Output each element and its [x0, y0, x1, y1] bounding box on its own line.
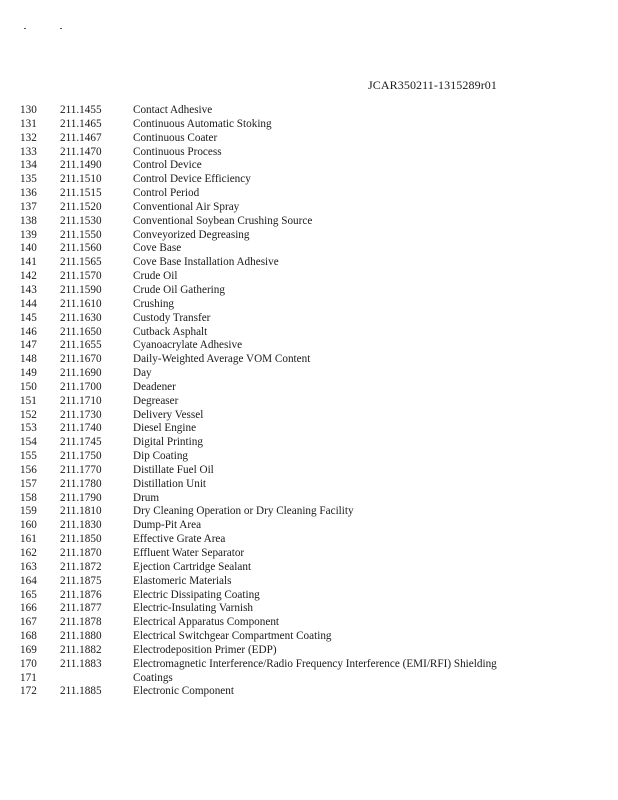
- list-item: [0, 381, 618, 395]
- defined-term: Deadener: [133, 380, 176, 393]
- line-number: 157: [20, 477, 37, 490]
- section-number: 211.1550: [60, 228, 102, 241]
- section-number: 211.1870: [60, 547, 102, 559]
- section-number: 211.1510: [60, 173, 102, 186]
- section-number: 211.1872: [60, 560, 102, 573]
- section-number: 211.1877: [60, 602, 102, 615]
- section-number: 211.1810: [60, 505, 102, 518]
- section-number: 211.1650: [60, 325, 102, 338]
- line-number: 138: [20, 214, 37, 227]
- defined-term: Control Period: [133, 187, 200, 200]
- section-number: 211.1655: [60, 339, 102, 352]
- line-number: 134: [20, 159, 37, 172]
- list-item: [0, 644, 618, 658]
- line-number: 171: [20, 671, 37, 684]
- line-number: 135: [20, 173, 37, 186]
- section-number: 211.1690: [60, 367, 102, 380]
- defined-term: Electric-Insulating Varnish: [133, 602, 254, 615]
- list-item: [0, 533, 618, 547]
- defined-term: Delivery Vessel: [133, 408, 204, 421]
- line-number: 158: [20, 491, 37, 504]
- defined-term: Control Device: [133, 159, 202, 172]
- defined-term: Cove Base: [133, 242, 182, 255]
- list-item: [0, 284, 618, 298]
- section-number: 211.1878: [60, 616, 102, 629]
- line-number: 168: [20, 630, 37, 643]
- defined-term: Daily-Weighted Average VOM Content: [133, 353, 311, 366]
- section-number: 211.1630: [60, 311, 102, 324]
- list-item: [0, 256, 618, 270]
- section-number: 211.1530: [60, 214, 102, 227]
- list-item: [0, 505, 618, 519]
- scan-speck-right: [60, 28, 62, 29]
- defined-term: Diesel Engine: [133, 422, 197, 435]
- defined-term: Degreaser: [133, 394, 179, 407]
- line-number: 140: [20, 242, 37, 255]
- defined-term: Effluent Water Separator: [133, 547, 245, 559]
- defined-term: Control Device Efficiency: [133, 173, 251, 186]
- defined-term: Day: [133, 367, 152, 380]
- defined-term: Dip Coating: [133, 450, 189, 463]
- line-number: 143: [20, 283, 37, 296]
- list-item: [0, 561, 618, 575]
- defined-term: Conventional Air Spray: [133, 200, 240, 213]
- list-item: [0, 630, 618, 644]
- line-number: 163: [20, 560, 37, 573]
- section-number: 211.1876: [60, 588, 102, 601]
- section-number: 211.1880: [60, 630, 102, 643]
- list-item: [0, 589, 618, 603]
- section-number: 211.1455: [60, 104, 102, 116]
- section-number: 211.1780: [60, 477, 102, 490]
- defined-term: Electric Dissipating Coating: [133, 588, 260, 601]
- section-number: 211.1730: [60, 408, 102, 421]
- defined-term: Cove Base Installation Adhesive: [133, 256, 279, 269]
- list-item: [0, 685, 618, 699]
- line-number: 165: [20, 588, 37, 601]
- section-number: 211.1520: [60, 200, 102, 213]
- list-item: [0, 658, 618, 672]
- section-number: 211.1670: [60, 353, 102, 366]
- section-number: 211.1883: [60, 657, 102, 670]
- line-number: 156: [20, 463, 37, 476]
- section-number: 211.1560: [60, 242, 102, 255]
- line-number: 170: [20, 657, 37, 670]
- line-number: 142: [20, 270, 37, 283]
- list-item: [0, 312, 618, 326]
- line-number: 153: [20, 422, 37, 435]
- line-number: 159: [20, 505, 37, 518]
- section-number: 211.1610: [60, 297, 102, 310]
- list-item: [0, 104, 618, 118]
- section-number: 211.1750: [60, 450, 102, 463]
- defined-term: Effective Grate Area: [133, 533, 226, 546]
- document-id: JCAR350211-1315289r01: [368, 78, 497, 92]
- defined-term: Cutback Asphalt: [133, 325, 208, 338]
- line-number: 145: [20, 311, 37, 324]
- line-number: 147: [20, 339, 37, 352]
- list-item: [0, 547, 618, 561]
- line-number: 130: [20, 104, 37, 116]
- list-item: [0, 395, 618, 409]
- line-number: 133: [20, 145, 37, 158]
- defined-term: Contact Adhesive: [133, 104, 213, 116]
- line-number: 172: [20, 685, 37, 698]
- line-number: 151: [20, 394, 37, 407]
- list-item: [0, 118, 618, 132]
- defined-term: Custody Transfer: [133, 311, 211, 324]
- defined-term: Distillation Unit: [133, 477, 207, 490]
- list-item: [0, 450, 618, 464]
- defined-term: Cyanoacrylate Adhesive: [133, 339, 243, 352]
- defined-term: Drum: [133, 491, 160, 504]
- list-item: [0, 519, 618, 533]
- section-number: 211.1745: [60, 436, 102, 449]
- section-number: 211.1700: [60, 380, 102, 393]
- line-number: 149: [20, 367, 37, 380]
- list-item: [0, 575, 618, 589]
- defined-term: Digital Printing: [133, 436, 203, 449]
- list-item: [0, 187, 618, 201]
- list-item: [0, 409, 618, 423]
- section-number: 211.1882: [60, 643, 102, 656]
- list-item: [0, 478, 618, 492]
- section-number: 211.1490: [60, 159, 102, 172]
- definitions-list: [0, 104, 618, 699]
- scan-speck-left: [24, 28, 26, 29]
- defined-term: Distillate Fuel Oil: [133, 463, 214, 476]
- line-number: 150: [20, 380, 37, 393]
- list-item: [0, 353, 618, 367]
- list-item: [0, 672, 618, 686]
- line-number: 161: [20, 533, 37, 546]
- line-number: 131: [20, 117, 37, 130]
- list-item: [0, 146, 618, 160]
- section-number: 211.1790: [60, 491, 102, 504]
- line-number: 137: [20, 200, 37, 213]
- list-item: [0, 270, 618, 284]
- list-item: [0, 215, 618, 229]
- defined-term: Crushing: [133, 297, 175, 310]
- section-number: 211.1470: [60, 145, 102, 158]
- defined-term: Electronic Component: [133, 685, 234, 698]
- defined-term: Crude Oil: [133, 270, 178, 283]
- defined-term: Continuous Process: [133, 145, 222, 158]
- section-number: 211.1875: [60, 574, 102, 587]
- line-number: 132: [20, 131, 37, 144]
- defined-term: Dump-Pit Area: [133, 519, 202, 532]
- line-number: 136: [20, 187, 37, 200]
- line-number: 169: [20, 643, 37, 656]
- section-number: 211.1740: [60, 422, 102, 435]
- list-item: [0, 201, 618, 215]
- list-item: [0, 422, 618, 436]
- defined-term: Dry Cleaning Operation or Dry Cleaning Facility: [133, 505, 354, 518]
- line-number: 144: [20, 297, 37, 310]
- section-number: 211.1850: [60, 533, 102, 546]
- defined-term: Continuous Coater: [133, 131, 218, 144]
- section-number: 211.1515: [60, 187, 102, 200]
- section-number: 211.1710: [60, 394, 102, 407]
- section-number: 211.1570: [60, 270, 102, 283]
- list-item: [0, 602, 618, 616]
- line-number: 148: [20, 353, 37, 366]
- section-number: 211.1467: [60, 131, 102, 144]
- list-item: [0, 242, 618, 256]
- section-number: 211.1830: [60, 519, 102, 532]
- defined-term: Conventional Soybean Crushing Source: [133, 214, 313, 227]
- section-number: 211.1590: [60, 283, 102, 296]
- defined-term: Electrical Switchgear Compartment Coating: [133, 630, 332, 643]
- line-number: 155: [20, 450, 37, 463]
- defined-term: Elastomeric Materials: [133, 574, 232, 587]
- line-number: 164: [20, 574, 37, 587]
- list-item: [0, 492, 618, 506]
- list-item: [0, 367, 618, 381]
- line-number: 162: [20, 547, 37, 559]
- defined-term: Ejection Cartridge Sealant: [133, 560, 252, 573]
- line-number: 167: [20, 616, 37, 629]
- defined-term: Continuous Automatic Stoking: [133, 117, 272, 130]
- list-item: [0, 326, 618, 340]
- list-item: [0, 436, 618, 450]
- line-number: 141: [20, 256, 37, 269]
- defined-term: Coatings: [133, 671, 173, 684]
- line-number: 160: [20, 519, 37, 532]
- line-number: 166: [20, 602, 37, 615]
- section-number: 211.1770: [60, 463, 102, 476]
- line-number: 139: [20, 228, 37, 241]
- section-number: 211.1565: [60, 256, 102, 269]
- line-number: 154: [20, 436, 37, 449]
- line-number: 152: [20, 408, 37, 421]
- list-item: [0, 464, 618, 478]
- defined-term: Crude Oil Gathering: [133, 283, 225, 296]
- list-item: [0, 159, 618, 173]
- section-number: 211.1465: [60, 117, 102, 130]
- defined-term: Conveyorized Degreasing: [133, 228, 250, 241]
- line-number: 146: [20, 325, 37, 338]
- defined-term: Electromagnetic Interference/Radio Frequency Interference (EMI/RFI) Shielding: [133, 657, 497, 670]
- defined-term: Electrodeposition Primer (EDP): [133, 643, 277, 656]
- list-item: [0, 298, 618, 312]
- section-number: 211.1885: [60, 685, 102, 698]
- list-item: [0, 339, 618, 353]
- list-item: [0, 616, 618, 630]
- list-item: [0, 173, 618, 187]
- defined-term: Electrical Apparatus Component: [133, 616, 280, 629]
- list-item: [0, 229, 618, 243]
- list-item: [0, 132, 618, 146]
